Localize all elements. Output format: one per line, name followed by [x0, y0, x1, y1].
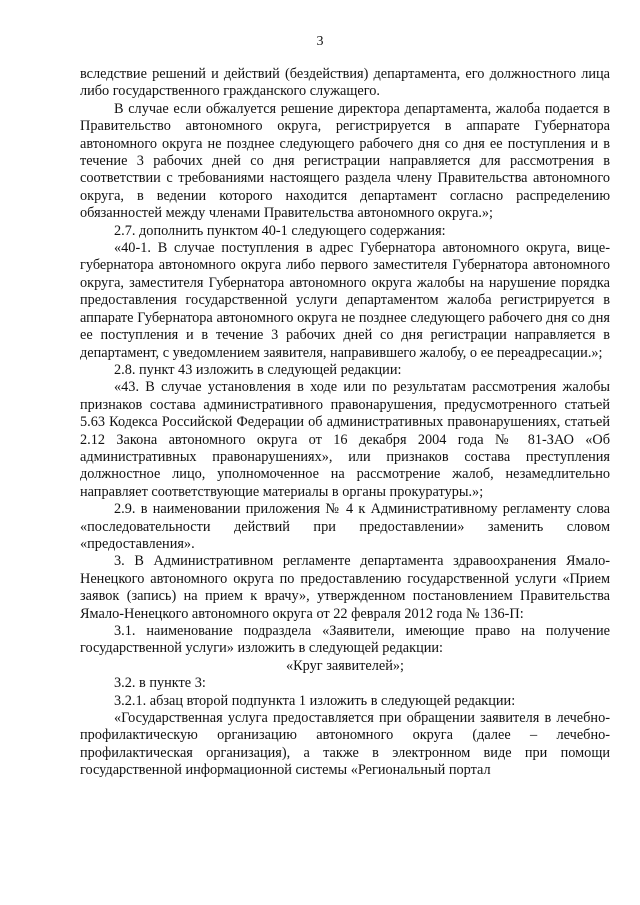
- page-number: 3: [316, 34, 324, 49]
- paragraph-clause-40-1: «40-1. В случае поступления в адрес Губернатора автономного округа, вице-губернатора автономного округа либо первого заместителя Губернатора автономного округа, заместителя Губернатора автономного округа жалобы на нарушение порядка предоставления государственной услуги департаментом жалоба регистрируется в аппарате Губернатора автономного округа не позднее следующего рабочего дня со дня ее поступления и в течение 3 рабочих дней со дня регистрации направляется в департамент, с уведомлением заявителя, направившего жалобу, о ее переадресации.»;: [80, 240, 610, 361]
- paragraph-item-2-7: 2.7. дополнить пунктом 40-1 следующего содержания:: [114, 222, 446, 239]
- paragraph-continuation: вследствие решений и действий (бездействия) департамента, его должностного лица либо государственного гражданского служащего.: [80, 66, 610, 100]
- paragraph-section-3: 3. В Административном регламенте департамента здравоохранения Ямало-Ненецкого автономного округа по предоставлению государственной услуги «Прием заявок (запись) на прием к врачу», утвержденном постановлением Правительства Ямало-Ненецкого автономного округа от 22 февраля 2012 года № 136-П:: [80, 553, 610, 622]
- paragraph-director-appeal: В случае если обжалуется решение директора департамента, жалоба подается в Правительство автономного округа, регистрируется в аппарате Губернатора автономного округа не позднее следующего рабочего дня со дня ее поступления и в течение 3 рабочих дней со дня регистрации направляется для рассмотрения в соответствии с требованиями настоящего раздела члену Правительства автономного округа, в ведении которого находится департамент согласно распределению обязанностей между членами Правительства автономного округа.»;: [80, 100, 610, 222]
- document-body: [80, 66, 610, 780]
- paragraph-item-3-2-1: 3.2.1. абзац второй подпункта 1 изложить в следующей редакции:: [114, 692, 516, 709]
- paragraph-applicants-heading: «Круг заявителей»;: [285, 657, 405, 674]
- paragraph-item-2-8: 2.8. пункт 43 изложить в следующей редакции:: [114, 361, 402, 378]
- paragraph-service-provision: «Государственная услуга предоставляется при обращении заявителя в лечебно-профилактическую организацию автономного округа (далее – лечебно-профилактическая организация), а также в электронном виде при помощи государственной информационной системы «Региональный портал: [80, 710, 610, 779]
- paragraph-item-2-9: 2.9. в наименовании приложения № 4 к Административному регламенту слова «последовательности действий при предоставлении» заменить словом «предоставления».: [80, 501, 610, 552]
- paragraph-clause-43: «43. В случае установления в ходе или по результатам рассмотрения жалобы признаков состава административного правонарушения, предусмотренного статьей 5.63 Кодекса Российской Федерации об административных правонарушениях, статьей 2.12 Закона автономного округа от 16 декабря 2004 года № 81-ЗАО «Об административных правонарушениях», или признаков состава преступления должностное лицо, уполномоченное на рассмотрение жалоб, незамедлительно направляет соответствующие материалы в органы прокуратуры.»;: [80, 379, 610, 500]
- paragraph-item-3-2: 3.2. в пункте 3:: [114, 675, 206, 692]
- paragraph-item-3-1: 3.1. наименование подраздела «Заявители, имеющие право на получение государственной услуги» изложить в следующей редакции:: [80, 623, 610, 657]
